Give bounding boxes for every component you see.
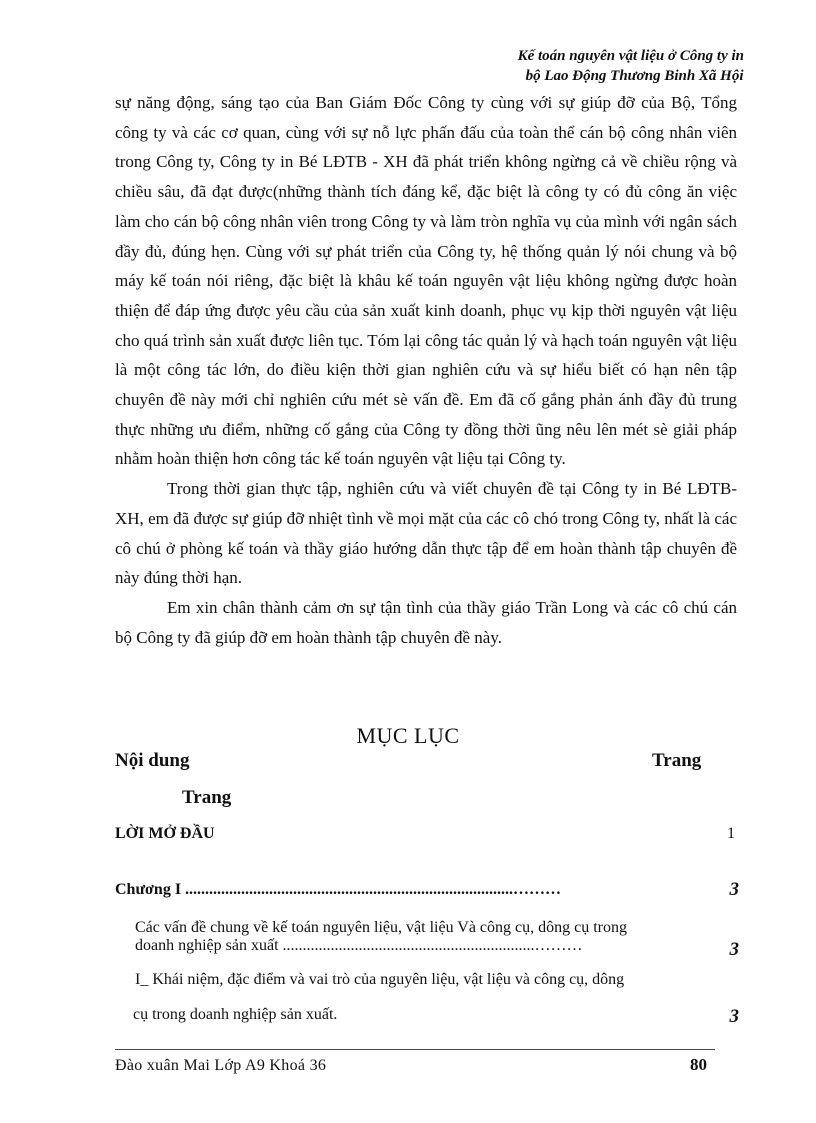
toc-entry-general-issues[interactable]	[115, 919, 739, 967]
header-line-1: Kế toán nguyên vật liệu ở Công ty in	[517, 48, 744, 64]
toc-entry-chapter-1[interactable]	[115, 881, 739, 905]
header-line-2: bộ Lao Động Thương Binh Xã Hội	[525, 68, 744, 84]
toc-entry-label-line-1: I_ Khái niệm, đặc điểm và vai trò của nguyên liệu, vật liệu và công cụ, dông	[135, 971, 625, 988]
footer-author: Đào xuân Mai Lớp A9 Khoá 36	[115, 1057, 327, 1074]
paragraph-1: sự năng động, sáng tạo của Ban Giám Đốc Công ty cùng với sự giúp đỡ của Bộ, Tổng công ty và các cơ quan, cùng với sự nỗ lực phấn đấu của toàn thể cán bộ công nhân viên trong Công ty, Công ty in Bé LĐTB - XH đã phát triển không ngừng cả về chiều rộng và chiều sâu, đã đạt được(những thành tích đáng kể, đặc biệt là công ty có đủ công ăn việc làm cho cán bộ công nhân viên trong Công ty và làm tròn nghĩa vụ của mình với ngân sách đầy đủ, đúng hẹn. Cùng với sự phát triển của Công ty, hệ thống quản lý nói chung và bộ máy kế toán nói riêng, đặc biệt là khâu kế toán nguyên vật liệu không ngừng được hoàn thiện để đáp ứng được yêu cầu của sản xuất kinh doanh, phục vụ kịp thời nguyên vật liệu cho quá trình sản xuất được liên tục. Tóm lại công tác quản lý và hạch toán nguyên vật liệu là một công tác lớn, do điều kiện thời gian nghiên cứu và sự hiểu biết có hạn nên tập chuyên đề này mới chỉ nghiên cứu mét sè vấn đề. Em đã cố gắng phản ánh đầy đủ trung thực những ưu điểm, những cố gắng của Công ty đồng thời ũng nêu lên mét sè giải pháp nhằm hoàn thiện hơn công tác kế toán nguyên vật liệu tại Công ty.	[115, 93, 737, 469]
toc-entry-label-line-2: cụ trong doanh nghiệp sản xuất.	[133, 1006, 338, 1023]
toc-entry-page: 3	[729, 879, 739, 900]
toc-entry-page: 1	[727, 825, 735, 842]
paragraph-2: Trong thời gian thực tập, nghiên cứu và viết chuyên đề tại Công ty in Bé LĐTB-XH, em đã được sự giúp đỡ nhiệt tình về mọi mặt của các cô chó trong Công ty, nhất là các cô chú ở phòng kế toán và thầy giáo hướng dẫn thực tập để em hoàn thành tập chuyên đề này đúng thời hạn.	[115, 479, 737, 588]
footer-divider	[115, 1049, 715, 1050]
page-number: 80	[690, 1055, 707, 1074]
toc-col-content: Nội dung	[115, 750, 190, 771]
toc-col-page-2: Trang	[182, 787, 232, 808]
toc-col-page: Trang	[652, 750, 702, 771]
running-header	[518, 46, 744, 86]
toc-entry-page: 3	[729, 1006, 739, 1027]
toc-entry-label-line-1: Các vấn đề chung về kế toán nguyên liệu, vật liệu Và công cụ, dông cụ trong	[135, 919, 628, 936]
toc-entry-intro[interactable]	[115, 825, 739, 847]
toc-entry-label: LỜI MỞ ĐẦU	[115, 825, 215, 842]
toc-entry-section-1[interactable]	[115, 961, 739, 1027]
paragraph-3: Em xin chân thành cảm ơn sự tận tình của thầy giáo Trần Long và các cô chú cán bộ Công ty đã giúp đỡ em hoàn thành tập chuyên đề này.	[115, 597, 737, 647]
toc-title: MỤC LỤC	[356, 723, 460, 748]
body-text	[115, 88, 737, 652]
toc-entry-page: 3	[729, 939, 739, 960]
toc-entry-label-line-2: doanh nghiệp sản xuất ...............................................................………	[135, 937, 583, 954]
toc-entry-label: Chương I ..................................................................................………	[115, 881, 562, 898]
